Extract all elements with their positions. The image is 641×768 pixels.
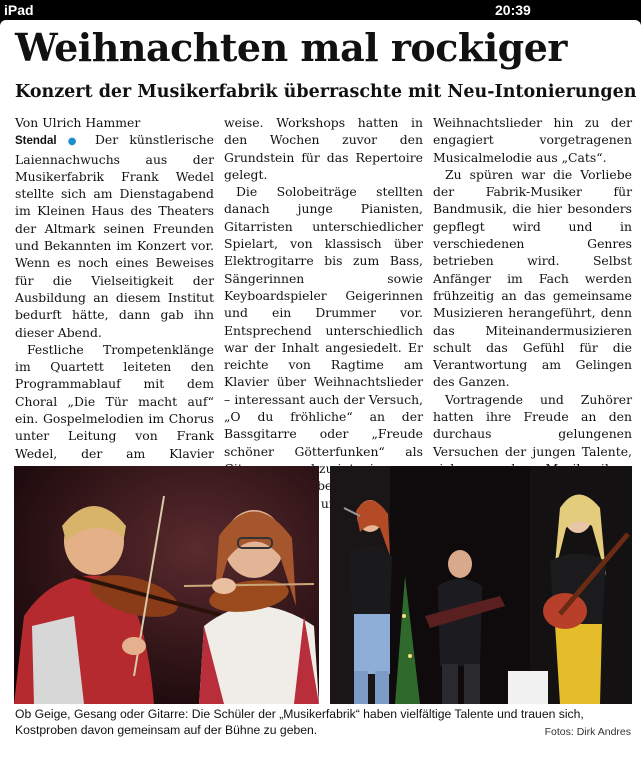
paragraph: Die Solobeiträge stellten danach junge Pianisten, Gitarristen unterschiedlicher Spielart, von klassisch über Elektrogitarre bis zum Bass, Sängerinnen sowie Keyboardspieler Geigerinnen und ein Drummer vor. Entsprechend unterschiedlich war der Inhalt angesiedelt. Er reichte von Ragtime am Klavier über Weihnachtslieder – interessant auch der Versuch, „O du fröhliche“ an der Bassgitarre oder „Freude schöner Götterfunken“ als zu (224, 184, 423, 476)
photo-credit: Fotos: Dirk Andres (544, 726, 631, 738)
paragraph: Vortragende und Zuhörer hatten ihre Freude an den durchaus gelungenen Versuchen der jungen Talente, (433, 391, 632, 459)
photo-violinists (14, 466, 319, 704)
text-column-1 (15, 114, 214, 514)
device-name: iPad (4, 2, 34, 18)
paragraph: Weihnachtslieder hin zu der engagiert vorgetragenen Musicalmelodie aus „Cats“. (433, 115, 632, 165)
paragraph: Festliche Trompetenklänge im Quartett leiteten den Programmablauf mit dem Choral „Die Tür macht auf“ ein. Gospelmelodien im Chorus unter Leitung von Frank Wedel, der am Klavier (15, 341, 214, 461)
paragraph (15, 131, 214, 341)
article-headline: Weihnachten mal rockiger (15, 25, 567, 70)
bullet-dot-icon: ● (67, 136, 84, 148)
clock: 20:39 (495, 2, 531, 18)
paragraph-text: Der künstlerische Laiennachwuchs aus der Musikerfabrik Frank Wedel stellte sich am Dienstagabend im Kleinen Haus des Theaters der Altmark seinen Freunden und Bekannten im Konzert vor. Wenn es noch eines Beweises für die Vielseitigkeit der Ausbildung an diesem Institut bedurft hätte, dann gab ihn dieser Abend. (15, 132, 214, 340)
photo-caption: Ob Geige, Gesang oder Gitarre: Die Schüler der „Musikerfabrik“ haben vielfältige Talente und trauen sich, Kostproben davon gemeinsam auf der Bühne zu geben. (15, 707, 584, 737)
paragraph: Zu spüren war die Vorliebe der Fabrik-Musiker für Bandmusik, die hier besonders gepflegt wird und in verschiedenen Genres betrieben wird. Selbst Anfänger im Fach werden frühzeitig an das gemeinsame Musizieren herangeführt, denn das Miteinandermusizieren schult das Gefühl für die Verantwortung am Gelingen des Ganzen. (433, 166, 632, 390)
dateline: Stendal (15, 135, 57, 148)
text-column-2 (224, 114, 423, 512)
author-line: Von Ulrich Hammer (15, 115, 141, 130)
status-bar (0, 0, 641, 20)
text-column-3 (433, 114, 632, 495)
paragraph: weise. Workshops hatten in den Wochen zuvor den Grundstein für das Repertoire gelegt. (224, 115, 423, 182)
photo-band-on-stage (330, 466, 632, 704)
article-subhead: Konzert der Musikerfabrik überraschte mit Neu-Intonierungen (15, 82, 637, 102)
